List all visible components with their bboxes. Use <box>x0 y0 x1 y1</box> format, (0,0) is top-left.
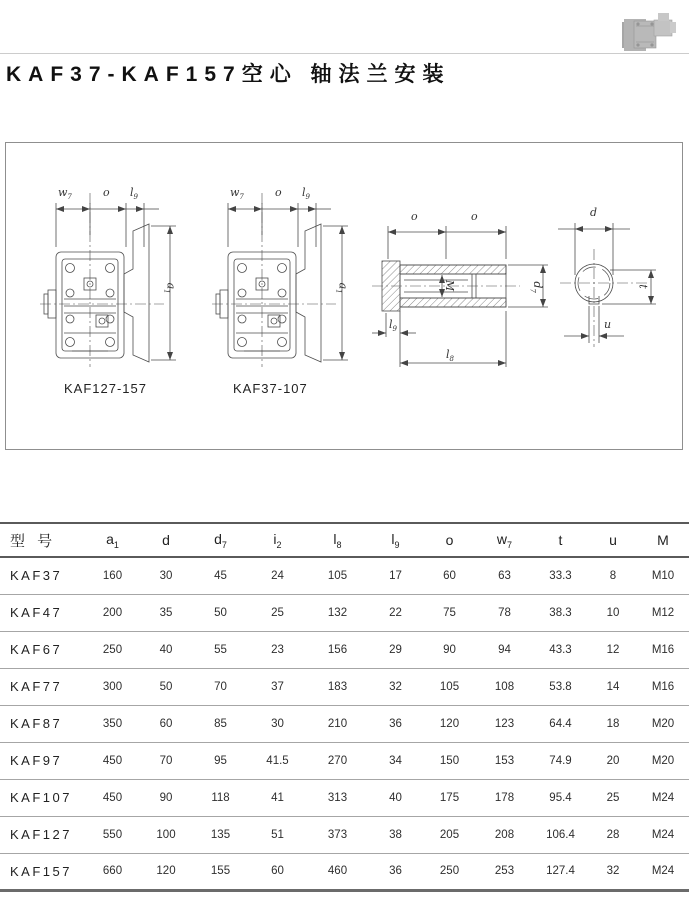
value-cell: 135 <box>210 828 231 841</box>
value-cell: 25 <box>271 606 284 619</box>
column-header: d <box>162 532 170 548</box>
value-cell: 70 <box>159 754 173 767</box>
dim-label-t: t <box>636 284 650 289</box>
column-header: u <box>609 532 617 548</box>
dim-label-l9: $l_9$ <box>389 318 397 334</box>
value-cell: 118 <box>211 791 230 804</box>
dim-label-w7: $w_7$ <box>58 186 72 202</box>
dim-label-w7: $w_7$ <box>230 186 244 202</box>
value-cell: 153 <box>494 754 515 767</box>
column-header: o <box>445 532 454 548</box>
model-cell: KAF67 <box>10 642 63 657</box>
value-cell: 20 <box>606 754 620 767</box>
value-cell: 32 <box>606 865 620 877</box>
value-cell: M20 <box>651 717 675 730</box>
value-cell: 60 <box>443 569 456 582</box>
value-cell: 41.5 <box>266 754 289 767</box>
value-cell: 123 <box>494 717 515 730</box>
value-cell: 94 <box>498 643 511 656</box>
value-cell: 34 <box>389 754 402 767</box>
value-cell: 12 <box>606 643 620 656</box>
dim-label-d: d <box>590 206 598 219</box>
dim-label-l8: $l_8$ <box>446 348 454 364</box>
value-cell: 32 <box>389 680 402 693</box>
value-cell: 373 <box>327 828 348 841</box>
table-row <box>0 668 689 705</box>
value-cell: 43.3 <box>549 643 572 656</box>
value-cell: 40 <box>159 643 173 656</box>
column-header: $w_7$ <box>496 530 513 550</box>
value-cell: 313 <box>327 791 348 804</box>
column-header: $d_7$ <box>214 530 227 550</box>
value-cell: 127.4 <box>546 865 575 877</box>
value-cell: 550 <box>102 828 123 841</box>
value-cell: 33.3 <box>549 569 572 582</box>
table-row <box>0 705 689 742</box>
value-cell: 35 <box>159 606 173 619</box>
value-cell: 17 <box>389 569 402 582</box>
value-cell: 175 <box>439 791 460 804</box>
dim-label-o: o <box>103 186 110 199</box>
value-cell: 253 <box>494 865 515 877</box>
dim-label-o: o <box>471 210 478 223</box>
value-cell: 30 <box>159 569 173 582</box>
value-cell: 64.4 <box>549 717 572 730</box>
column-header: $l_9$ <box>391 530 400 550</box>
value-cell: 75 <box>443 606 456 619</box>
value-cell: 60 <box>271 865 284 877</box>
header-divider <box>0 53 689 54</box>
value-cell: 63 <box>498 569 511 582</box>
value-cell: 95.4 <box>549 791 572 804</box>
value-cell: 38 <box>389 828 402 841</box>
value-cell: 106.4 <box>546 828 575 841</box>
column-header: $l_8$ <box>333 530 342 550</box>
page-title: KAF37-KAF157空心 轴法兰安装 <box>6 63 451 86</box>
value-cell: 105 <box>327 569 348 582</box>
value-cell: 95 <box>214 754 227 767</box>
value-cell: 36 <box>389 717 402 730</box>
value-cell: 18 <box>606 717 620 730</box>
value-cell: 250 <box>102 643 123 656</box>
value-cell: 90 <box>443 643 456 656</box>
value-cell: M20 <box>651 754 675 767</box>
value-cell: 155 <box>210 865 231 877</box>
value-cell: 50 <box>159 680 173 693</box>
value-cell: 10 <box>606 606 620 619</box>
hollow-shaft-section-view <box>372 226 548 367</box>
column-header: 型 号 <box>10 532 57 550</box>
value-cell: 108 <box>494 680 515 693</box>
table-row <box>0 594 689 631</box>
value-cell: M12 <box>651 606 675 619</box>
gearmotor-photo <box>612 4 684 56</box>
value-cell: 208 <box>494 828 515 841</box>
value-cell: M24 <box>651 791 675 804</box>
value-cell: 38.3 <box>549 606 572 619</box>
value-cell: 120 <box>156 865 176 877</box>
value-cell: 460 <box>327 865 348 877</box>
value-cell: M16 <box>651 643 675 656</box>
table-row <box>0 557 689 594</box>
value-cell: 50 <box>214 606 227 619</box>
value-cell: 41 <box>271 791 284 804</box>
value-cell: 105 <box>439 680 460 693</box>
column-header: $i_2$ <box>273 530 282 550</box>
value-cell: M10 <box>651 569 675 582</box>
value-cell: 45 <box>214 569 227 582</box>
figure-caption-kaf37-107: KAF37-107 <box>233 381 308 396</box>
value-cell: 36 <box>389 865 402 877</box>
value-cell: 300 <box>102 680 123 693</box>
model-cell: KAF37 <box>10 568 63 584</box>
value-cell: 205 <box>439 828 460 841</box>
value-cell: M16 <box>651 680 675 693</box>
dim-label-a1: $a_1$ <box>334 282 350 294</box>
value-cell: 37 <box>271 680 284 693</box>
value-cell: 29 <box>389 643 402 656</box>
column-header: $a_1$ <box>106 530 119 550</box>
value-cell: 55 <box>214 643 227 656</box>
value-cell: 100 <box>156 828 176 841</box>
value-cell: 210 <box>327 717 348 730</box>
value-cell: 450 <box>102 791 123 804</box>
value-cell: 60 <box>159 717 173 730</box>
model-cell: KAF107 <box>10 790 72 805</box>
value-cell: 85 <box>214 717 227 730</box>
dim-label-o: o <box>411 210 418 223</box>
value-cell: 660 <box>102 865 123 877</box>
table-header-row <box>0 523 689 557</box>
value-cell: 120 <box>439 717 460 730</box>
value-cell: 160 <box>102 569 123 582</box>
value-cell: 250 <box>439 865 460 877</box>
value-cell: 51 <box>271 828 284 841</box>
dim-label-l9: $l_9$ <box>302 186 310 202</box>
value-cell: 132 <box>327 606 348 619</box>
model-cell: KAF77 <box>10 679 63 694</box>
value-cell: 90 <box>159 791 173 804</box>
dimension-table <box>0 522 689 892</box>
value-cell: 156 <box>327 643 348 656</box>
value-cell: 74.9 <box>549 754 572 767</box>
figure-caption-kaf127-157: KAF127-157 <box>64 381 147 396</box>
table-row <box>0 742 689 779</box>
column-header: M <box>657 532 669 548</box>
value-cell: 270 <box>327 754 348 767</box>
value-cell: 178 <box>494 791 515 804</box>
value-cell: M24 <box>651 828 675 841</box>
model-cell: KAF127 <box>10 827 72 842</box>
table-row <box>0 631 689 668</box>
dim-label-a1: $a_1$ <box>162 282 178 294</box>
model-cell: KAF97 <box>10 753 63 768</box>
value-cell: M24 <box>651 865 675 877</box>
dim-label-m: M <box>443 279 457 292</box>
column-header: t <box>558 532 563 548</box>
value-cell: 23 <box>271 643 284 656</box>
value-cell: 53.8 <box>549 680 572 693</box>
model-cell: KAF157 <box>10 863 72 879</box>
table-row <box>0 816 689 853</box>
value-cell: 78 <box>498 606 511 619</box>
table-row <box>0 853 689 890</box>
value-cell: 14 <box>606 680 620 693</box>
value-cell: 22 <box>389 606 402 619</box>
value-cell: 150 <box>439 754 460 767</box>
dim-label-u: u <box>604 318 612 331</box>
dim-label-o: o <box>275 186 282 199</box>
value-cell: 25 <box>606 791 620 804</box>
value-cell: 183 <box>327 680 348 693</box>
value-cell: 28 <box>606 828 620 841</box>
value-cell: 350 <box>102 717 123 730</box>
value-cell: 450 <box>102 754 123 767</box>
table-row <box>0 779 689 816</box>
gear-unit-front-view <box>40 193 176 367</box>
value-cell: 40 <box>389 791 402 804</box>
value-cell: 24 <box>271 569 284 582</box>
value-cell: 70 <box>214 680 227 693</box>
value-cell: 30 <box>271 717 284 730</box>
value-cell: 8 <box>609 569 617 582</box>
dim-label-d7: $d_7$ <box>528 281 544 293</box>
value-cell: 200 <box>102 606 123 619</box>
technical-drawing-panel <box>5 142 683 450</box>
dim-label-l9: $l_9$ <box>130 186 138 202</box>
model-cell: KAF87 <box>10 716 63 731</box>
model-cell: KAF47 <box>10 605 63 620</box>
